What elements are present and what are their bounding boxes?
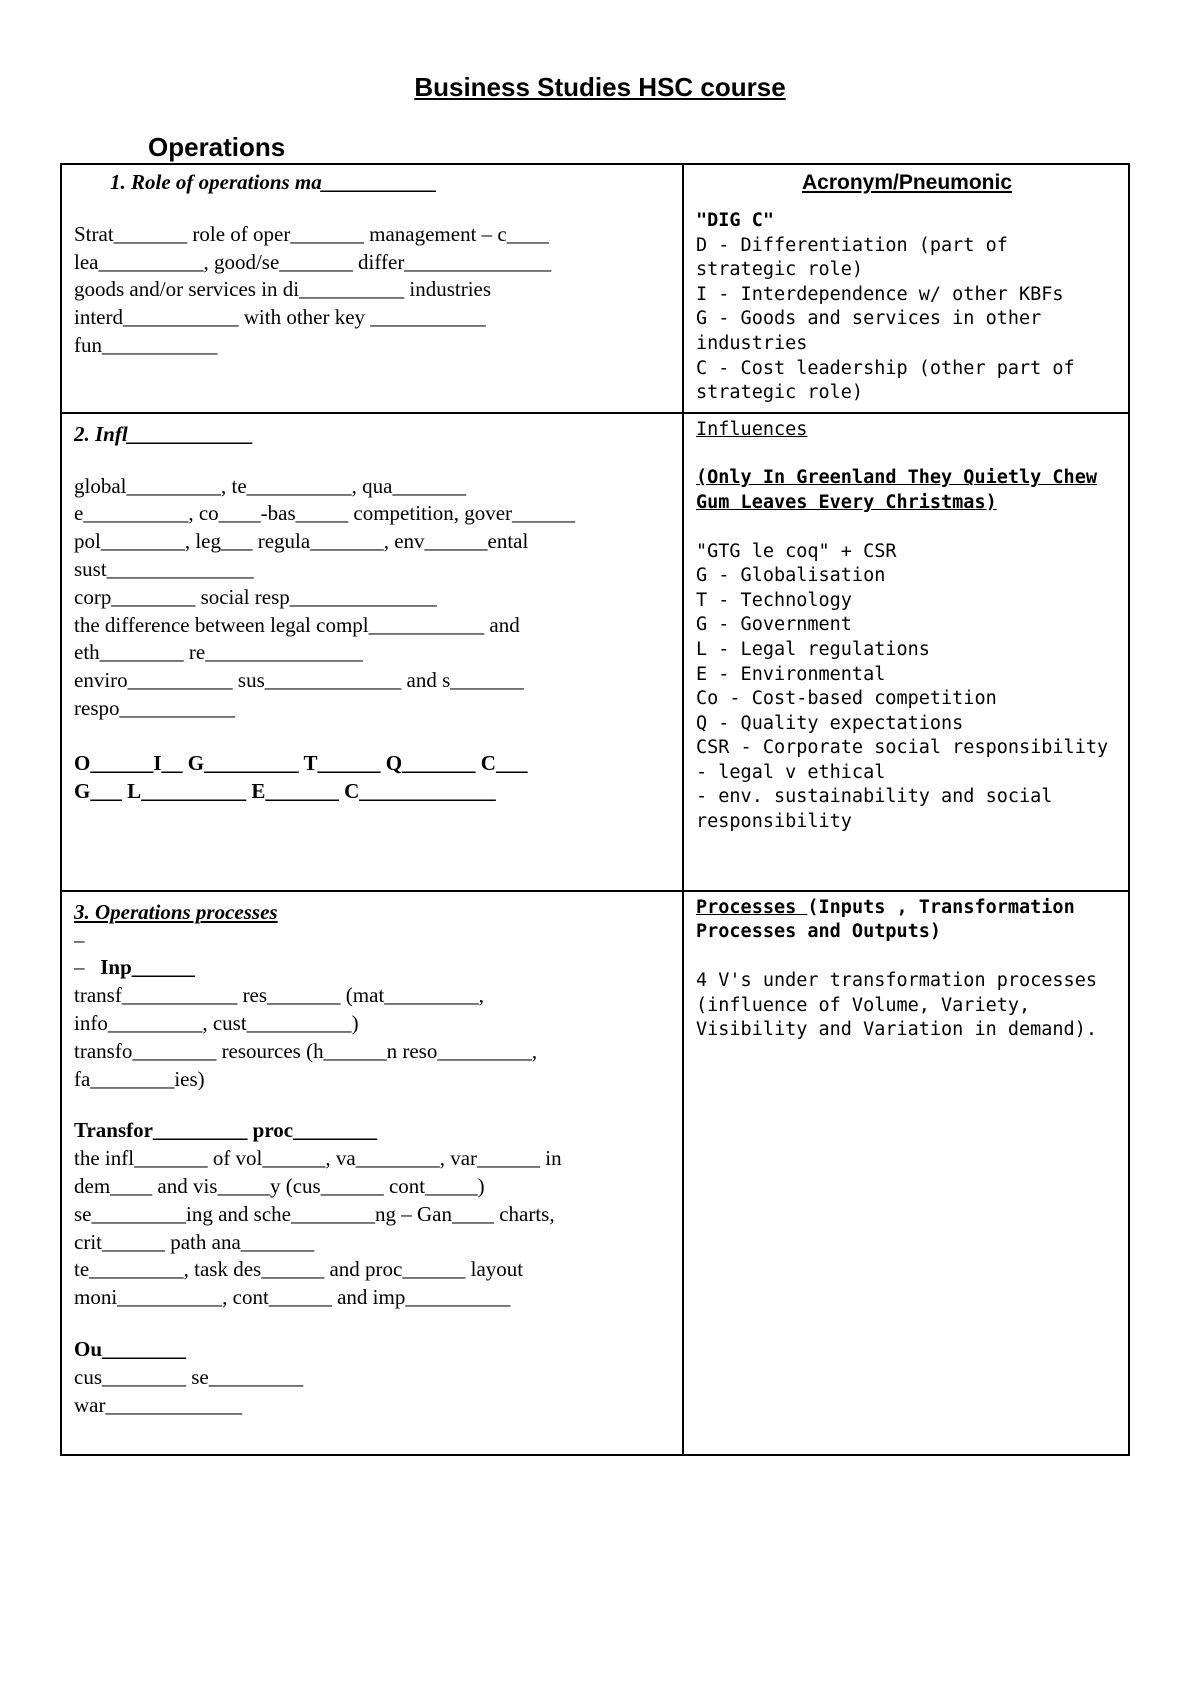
acronym-heading: Acronym/Pneumonic [801, 171, 1013, 194]
processes-acronym-cell [683, 891, 1129, 1455]
cloze-line: fun___________ [74, 332, 218, 357]
processes-label: Processes [696, 896, 808, 918]
acronym-line: I - Interdependence w/ other KBFs [696, 283, 1064, 305]
acronym-line: CSR - Corporate social responsibility [696, 737, 1109, 759]
inputs-label: Inp______ [100, 955, 195, 980]
acronym-line: D - Differentiation (part of strategic role) [696, 234, 1008, 281]
processes-heading: 3. Operations processes [74, 899, 278, 924]
acronym-line: "GTG le coq" + CSR [696, 540, 897, 562]
table-row [61, 164, 1129, 413]
cloze-line: transfo________ resources (h______n reso_________, [74, 1038, 538, 1063]
role-heading: 1. Role of operations ma___________ [110, 170, 438, 194]
cloze-line: war_____________ [74, 1392, 242, 1417]
four-vs-note: 4 V's under transformation processes (influence of Volume, Variety, Visibility and Variation in demand). [696, 969, 1097, 1041]
acronym-line: E - Environmental [696, 663, 886, 685]
acronym-line: G - Government [696, 614, 852, 636]
cloze-line: the infl_______ of vol______, va________, var______ in [74, 1146, 562, 1171]
acronym-line: L - Legal regulations [696, 638, 930, 660]
acronym-line: T - Technology [696, 589, 852, 611]
notes-table [60, 163, 1130, 1456]
acronym-line: C - Cost leadership (other part of strategic role) [696, 357, 1075, 404]
cloze-line: pol________, leg___ regula_______, env______ental [74, 529, 529, 554]
processes-cell [61, 891, 683, 1455]
cloze-line: goods and/or services in di__________ industries [74, 277, 492, 302]
cloze-line: respo___________ [74, 695, 235, 720]
cloze-line: moni__________, cont______ and imp__________ [74, 1285, 511, 1310]
cloze-line: lea__________, good/se_______ differ______________ [74, 249, 552, 274]
cloze-line: te_________, task des______ and proc______ layout [74, 1257, 524, 1282]
cloze-line: sust______________ [74, 556, 254, 581]
table-row [61, 891, 1129, 1455]
influences-heading: 2. Infl____________ [74, 421, 254, 446]
cloze-line: e__________, co____-bas_____ competition, gover______ [74, 501, 576, 526]
acronym-cell [683, 164, 1129, 413]
cloze-line: info_________, cust__________) [74, 1010, 359, 1035]
cloze-line: cus________ se_________ [74, 1364, 304, 1389]
cloze-line: se_________ing and sche________ng – Gan____ charts, [74, 1201, 555, 1226]
mnemonic-cloze-line: O______I__ G_________ T______ Q_______ C___ [74, 750, 528, 775]
table-row [61, 413, 1129, 891]
transform-label: Transfor_________ proc________ [74, 1118, 378, 1143]
acronym-dig-c: "DIG C" [696, 210, 774, 231]
acronym-line: Co - Cost-based competition [696, 688, 997, 710]
inputs-line [74, 954, 672, 982]
cloze-line: interd___________ with other key ___________ [74, 305, 486, 330]
dash-line: – [74, 927, 85, 952]
cloze-line: crit______ path ana_______ [74, 1229, 315, 1254]
processes-summary-heading [696, 896, 1118, 945]
cloze-line: Strat_______ role of oper_______ management – c____ [74, 221, 549, 246]
cloze-line: enviro__________ sus_____________ and s_______ [74, 668, 524, 693]
dash: – [74, 955, 85, 980]
influences-acronym-cell [683, 413, 1129, 891]
influences-cell [61, 413, 683, 891]
cloze-line: transf___________ res_______ (mat_________, [74, 983, 485, 1008]
document-title: Business Studies HSC course [414, 72, 786, 102]
cloze-line: corp________ social resp______________ [74, 584, 437, 609]
outputs-label: Ou________ [74, 1336, 187, 1361]
acronym-line: - legal v ethical [696, 761, 886, 783]
cloze-line: global_________, te__________, qua_______ [74, 473, 466, 498]
acronym-line: G - Globalisation [696, 565, 886, 587]
acronym-line: G - Goods and services in other industries [696, 308, 1042, 354]
cloze-line: fa________ies) [74, 1066, 205, 1091]
section-heading: Operations [148, 132, 286, 162]
acronym-line: - env. sustainability and social responsibility [696, 786, 1053, 833]
influences-mnemonic: (Only In Greenland They Quietly Chew Gum Leaves Every Christmas) [696, 467, 1097, 513]
role-cell [61, 164, 683, 413]
cloze-line: the difference between legal compl___________ and [74, 612, 520, 637]
acronym-line: Q - Quality expectations [696, 712, 964, 734]
influences-label: Influences [696, 418, 808, 440]
cloze-line: dem____ and vis_____y (cus______ cont_____) [74, 1173, 485, 1198]
processes-label-rest: (Inputs , Transformation Processes and Outputs) [696, 896, 1075, 943]
cloze-line: eth________ re_______________ [74, 640, 363, 665]
mnemonic-cloze-line: G___ L__________ E_______ C_____________ [74, 778, 496, 803]
